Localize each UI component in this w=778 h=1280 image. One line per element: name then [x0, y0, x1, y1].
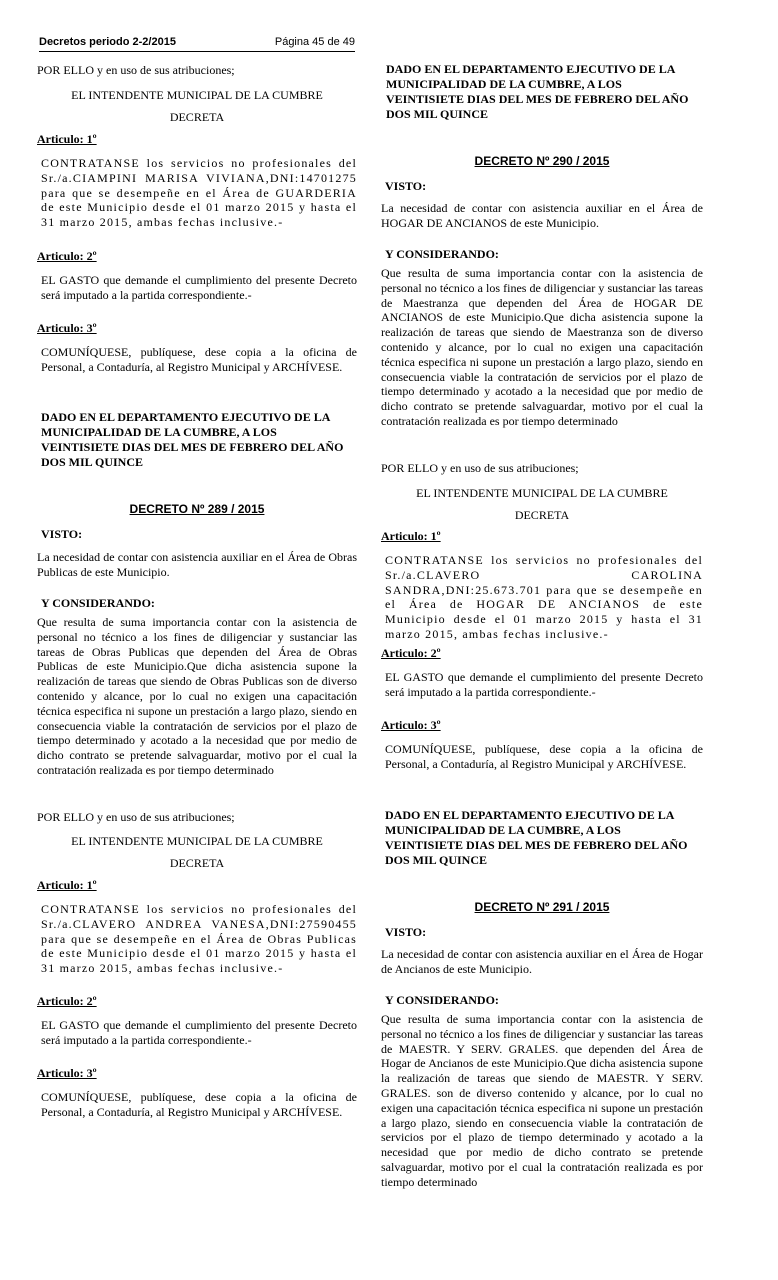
- article-2-text: EL GASTO que demande el cumplimiento del presente Decreto será imputado a la partida correspondiente.-: [41, 273, 357, 302]
- intendente-2: EL INTENDENTE MUNICIPAL DE LA CUMBRE: [71, 834, 323, 848]
- considerando-heading-291: Y CONSIDERANDO:: [385, 993, 499, 1007]
- article-3-heading-290: Articulo: 3º: [381, 718, 441, 732]
- decreto-291-heading: DECRETO Nº 291 / 2015: [474, 900, 610, 914]
- page-number: Página 45 de 49: [274, 36, 355, 48]
- visto-text-290: La necesidad de contar con asistencia auxiliar en el Área de HOGAR DE ANCIANOS de este Municipio.: [381, 201, 703, 230]
- considerando-text-290: Que resulta de suma importancia contar con la asistencia de personal no técnico a los fines de diligenciar y sustanciar las tareas de Maestranza que dependen del Área de HOGAR DE ANCIANOS de este Municipio.Que dicha asistencia supone la realización de tareas que siendo de Maestranza son de diverso contenido y alcance, por lo cual no exigen una capacitación técnica especifica ni supone un prestación a largo plazo, siendo en consecuencia viable la contratación de servicios por el plazo de tiempo determinado y acotado a la necesidad que por medio de dicho contrato se pretende salvaguardar, motivo por el cual la contratación realizada es por tiempo determinado: [381, 266, 703, 428]
- article-3-text: COMUNÍQUESE, publíquese, dese copia a la oficina de Personal, a Contaduría, al Registro Municipal y ARCHÍVESE.: [41, 345, 357, 374]
- article-1-heading: Articulo: 1º: [37, 132, 97, 146]
- article-3b-heading: Articulo: 3º: [37, 1066, 97, 1080]
- visto-heading: VISTO:: [41, 527, 83, 541]
- por-ello-290: POR ELLO y en uso de sus atribuciones;: [381, 461, 579, 475]
- article-1b-heading: Articulo: 1º: [37, 878, 97, 892]
- decreta-290: DECRETA: [514, 508, 570, 522]
- considerando-heading-290: Y CONSIDERANDO:: [385, 247, 499, 261]
- article-2b-text: EL GASTO que demande el cumplimiento del presente Decreto será imputado a la partida correspondiente.-: [41, 1018, 357, 1047]
- considerando-text-291: Que resulta de suma importancia contar con la asistencia de personal no técnico a los fines de diligenciar y sustanciar las tareas de MAESTR. Y SERV. GRALES. que dependen del Área de Hogar de Ancianos de este Municipio.Que dicha asistencia supone la realización de tareas que siendo de MAESTR. Y SERV. GRALES. son de diverso contenido y alcance, por lo cual no exigen una capacitación técnica especifica ni supone un prestación a largo plazo, siendo en consecuencia viable la contratación de servicios por el plazo de tiempo determinado y acotado a la necesidad que por medio de dicho contrato se pretende salvaguardar, motivo por el cual la contratación realizada es por tiempo determinado: [381, 1012, 703, 1189]
- article-1-text: CONTRATANSE los servicios no profesionales del Sr./a.CIAMPINI MARISA VIVIANA,DNI:14701275 para que se desempeñe en el Área de GUARDERIA de este Municipio desde el 01 marzo 2015 y hasta el 31 marzo 2015, ambas fechas inclusive.-: [41, 156, 357, 230]
- considerando-heading: Y CONSIDERANDO:: [41, 596, 155, 610]
- article-2b-heading: Articulo: 2º: [37, 994, 97, 1008]
- visto-heading-291: VISTO:: [385, 925, 427, 939]
- decreto-289-heading: DECRETO Nº 289 / 2015: [129, 502, 265, 516]
- visto-text: La necesidad de contar con asistencia auxiliar en el Área de Obras Publicas de este Municipio.: [37, 550, 357, 579]
- por-ello: POR ELLO y en uso de sus atribuciones;: [37, 63, 235, 77]
- decreta: DECRETA: [169, 110, 225, 124]
- article-1-text-290: CONTRATANSE los servicios no profesionales del Sr./a.CLAVERO CAROLINA SANDRA,DNI:25.673.701 para que se desempeñe en el Área de HOGAR DE ANCIANOS de este Municipio desde el 01 marzo 2015 y hasta el 31 marzo 2015, ambas fechas inclusive.-: [385, 553, 703, 641]
- por-ello-2: POR ELLO y en uso de sus atribuciones;: [37, 810, 235, 824]
- visto-text-291: La necesidad de contar con asistencia auxiliar en el Área de Hogar de Ancianos de este Municipio.: [381, 947, 703, 976]
- document-title: Decretos periodo 2-2/2015: [39, 36, 176, 48]
- visto-heading-290: VISTO:: [385, 179, 427, 193]
- article-3-text-290: COMUNÍQUESE, publíquese, dese copia a la oficina de Personal, a Contaduría, al Registro Municipal y ARCHÍVESE.: [385, 742, 703, 771]
- decreto-290-heading: DECRETO Nº 290 / 2015: [474, 154, 610, 168]
- article-2-heading: Articulo: 2º: [37, 249, 97, 263]
- dado-en-top: DADO EN EL DEPARTAMENTO EJECUTIVO DE LA MUNICIPALIDAD DE LA CUMBRE, A LOS VEINTISIETE DIAS DEL MES DE FEBRERO DEL AÑO DOS MIL QUINCE: [386, 62, 689, 121]
- article-1-heading-290: Articulo: 1º: [381, 529, 441, 543]
- considerando-text: Que resulta de suma importancia contar con la asistencia de personal no técnico a los fines de diligenciar y sustanciar las tareas de Obras Publicas que dependen del Área de Obras Publicas de este Municipio.Que dicha asistencia supone la realización de tareas que siendo de Obras Publicas son de diverso contenido y alcance, por lo cual no exigen una capacitación técnica especifica ni supone un prestación a largo plazo, siendo en consecuencia viable la contratación de servicios por el plazo de tiempo determinado y acotado a la necesidad que por medio de dicho contrato se pretende salvaguardar, motivo por el cual la contratación realizada es por tiempo determinado: [37, 615, 357, 777]
- article-3b-text: COMUNÍQUESE, publíquese, dese copia a la oficina de Personal, a Contaduría, al Registro Municipal y ARCHÍVESE.: [41, 1090, 357, 1119]
- article-2-heading-290: Articulo: 2º: [381, 646, 441, 660]
- dado-en: DADO EN EL DEPARTAMENTO EJECUTIVO DE LA MUNICIPALIDAD DE LA CUMBRE, A LOS VEINTISIETE DIAS DEL MES DE FEBRERO DEL AÑO DOS MIL QUINCE: [41, 410, 344, 469]
- article-3-heading: Articulo: 3º: [37, 321, 97, 335]
- intendente: EL INTENDENTE MUNICIPAL DE LA CUMBRE: [71, 88, 323, 102]
- intendente-290: EL INTENDENTE MUNICIPAL DE LA CUMBRE: [416, 486, 668, 500]
- article-1b-text: CONTRATANSE los servicios no profesionales del Sr./a.CLAVERO ANDREA VANESA,DNI:27590455 para que se desempeñe en el Área de Obras Publicas de este Municipio desde el 01 marzo 2015 y hasta el 31 marzo 2015, ambas fechas inclusive.-: [41, 902, 357, 976]
- decreta-2: DECRETA: [169, 856, 225, 870]
- article-2-text-290: EL GASTO que demande el cumplimiento del presente Decreto será imputado a la partida correspondiente.-: [385, 670, 703, 699]
- page-header: [39, 34, 355, 52]
- dado-en-290: DADO EN EL DEPARTAMENTO EJECUTIVO DE LA MUNICIPALIDAD DE LA CUMBRE, A LOS VEINTISIETE DIAS DEL MES DE FEBRERO DEL AÑO DOS MIL QUINCE: [385, 808, 688, 867]
